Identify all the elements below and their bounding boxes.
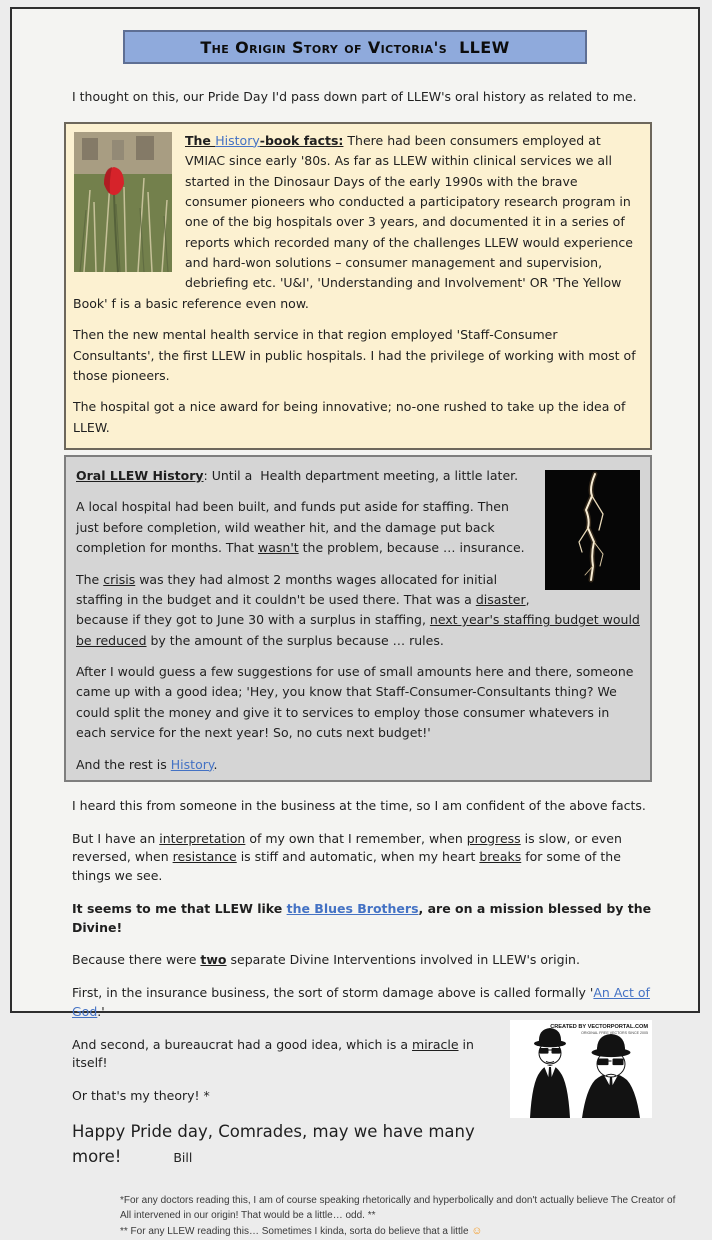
text-segment: next year's staffing budget would be reduced <box>76 612 640 648</box>
footnote-1: *For any doctors reading this, I am of course speaking rhetorically and hyperbolically and don't actually believe The Creator of All intervened in our origin! That would be a little… odd. ** <box>120 1195 676 1222</box>
text-segment: A local hospital had been built, and funds put aside for staffing. Then just before completion, wild weather hit, and the damage put back completion for months. That <box>76 499 509 556</box>
signature: Bill <box>173 1149 193 1165</box>
text-segment: Then the new mental health service in that region employed 'Staff-Consumer Consultants', the first LLEW in public hospitals. I had the privilege of working with most of those pioneers. <box>73 327 636 383</box>
text-segment: . <box>213 756 218 772</box>
text-segment: two <box>200 952 227 968</box>
lightning-photo-graphic <box>545 470 640 590</box>
text-segment: The hospital got a nice award for being innovative; no-one rushed to take up the idea of LLEW. <box>73 399 626 435</box>
text-segment: is slow, or even reversed, when <box>72 830 622 865</box>
document-page <box>10 7 700 1238</box>
text-segment: I heard this from someone in the business at the time, so I am confident of the above facts. <box>72 797 646 813</box>
closing-section <box>64 797 652 1170</box>
page-content <box>12 88 698 1240</box>
text-segment: disaster <box>475 591 526 607</box>
footnotes <box>120 1193 686 1240</box>
intro-paragraph: I thought on this, our Pride Day I'd pass down part of LLEW's oral history as related to me. <box>72 89 637 104</box>
text-segment: of my own that I remember, when <box>245 830 467 846</box>
blues-brothers-graphic <box>510 1020 652 1118</box>
footnote-2 <box>120 1223 686 1240</box>
blues-brothers-image <box>510 1020 652 1118</box>
closing-paragraph-2 <box>72 830 652 886</box>
hyperlink[interactable]: An Act of God <box>72 985 650 1019</box>
text-segment: But I have an <box>72 830 160 846</box>
text-segment: The <box>185 132 216 148</box>
hyperlink[interactable]: History <box>215 132 260 148</box>
text-segment: Because there were <box>72 952 201 968</box>
text-segment: And second, a bureaucrat had a good idea, which is a <box>72 1036 413 1052</box>
lightning-photo <box>545 470 640 590</box>
text-segment: resistance <box>172 849 237 865</box>
greeting-line <box>72 1120 652 1170</box>
text-segment: was they had almost 2 months wages allocated for initial staffing in the budget and it couldn't be used there. That was a <box>76 571 498 607</box>
hyperlink[interactable]: History <box>170 756 214 772</box>
page-title: The Origin Story of Victoria's LLEW <box>200 37 510 57</box>
text-segment: First, in the insurance business, the sort of storm damage above is called formally ' <box>72 985 594 1001</box>
text-segment: And the rest is <box>76 756 171 772</box>
text-segment: the problem, because … insurance. <box>298 540 525 556</box>
oral-paragraph-4 <box>76 662 640 744</box>
text-segment: progress <box>466 830 521 846</box>
text-segment: miracle <box>412 1036 459 1052</box>
tulip-photo-graphic <box>74 132 172 272</box>
text-segment: There had been consumers employed at VMIAC since early '80s. As far as LLEW within clinical services we all started in the Dinosaur Days of the early 1990s with the brave consumer pioneers who conducted a participatory research program in one of the big hospitals over 3 years, and documented it in a series of reports which recorded many of the challenges LLEW would experience and hard-won solutions – consumer management and supervision, debriefing etc. 'U&I', 'Understanding and Involvement' OR 'The Yellow Book' f is a basic reference even now. <box>73 132 633 311</box>
text-segment: : Until a Health department meeting, a little later. <box>203 468 519 483</box>
history-paragraph-3 <box>73 397 640 438</box>
history-facts-box <box>64 122 652 450</box>
history-paragraph-2 <box>73 325 640 386</box>
closing-paragraph-3 <box>72 900 652 938</box>
image-credit-line2: ORIGINAL FREE VECTORS SINCE 2005 <box>581 1030 648 1035</box>
image-credit-line1: CREATED BY VECTORPORTAL.COM <box>550 1023 648 1030</box>
text-segment: Or that's my theory! * <box>72 1088 210 1104</box>
text-segment: After I would guess a few suggestions for use of small amounts here and there, someone came up with a good idea; 'Hey, you know that Staff-Consumer-Consultants thing? We could split the money and give it to services to employ those consumer whatevers in each service for the next year! So, no cuts next budget!' <box>76 664 634 741</box>
text-segment: in itself! <box>72 1036 474 1071</box>
greeting-text: Happy Pride day, Comrades, may we have many more! <box>72 1121 475 1166</box>
closing-paragraph-5 <box>72 984 652 1022</box>
text-segment: The <box>76 571 104 587</box>
text-segment: separate Divine Interventions involved in LLEW's origin. <box>226 952 580 968</box>
text-segment: It seems to me that LLEW like <box>72 900 287 916</box>
text-segment: Oral LLEW History <box>76 468 204 483</box>
text-segment: , are on a mission blessed by the Divine! <box>72 900 652 935</box>
text-segment: is stiff and automatic, when my heart <box>236 849 480 865</box>
text-segment: by the amount of the surplus because … rules. <box>146 632 444 648</box>
text-segment: wasn't <box>258 540 299 556</box>
text-segment: , because if they got to June 30 with a surplus in staffing, <box>76 591 530 628</box>
closing-paragraph-1 <box>72 797 652 816</box>
footnote-2-text: ** For any LLEW reading this… Sometimes I kinda, sorta do believe that a little <box>120 1226 472 1238</box>
text-segment: for some of the things we see. <box>72 849 621 884</box>
tulip-photo <box>74 132 172 272</box>
text-segment: -book facts: <box>259 132 344 148</box>
closing-paragraph-4 <box>72 951 652 970</box>
text-segment: .' <box>97 1003 105 1019</box>
oral-history-box <box>64 455 652 782</box>
smiley-icon: ☺ <box>471 1225 483 1238</box>
text-segment: breaks <box>479 849 522 865</box>
oral-paragraph-5 <box>76 755 640 775</box>
title-banner <box>123 30 587 64</box>
text-segment: crisis <box>103 571 136 587</box>
text-segment: interpretation <box>159 830 246 846</box>
hyperlink[interactable]: the Blues Brothers <box>286 900 419 916</box>
